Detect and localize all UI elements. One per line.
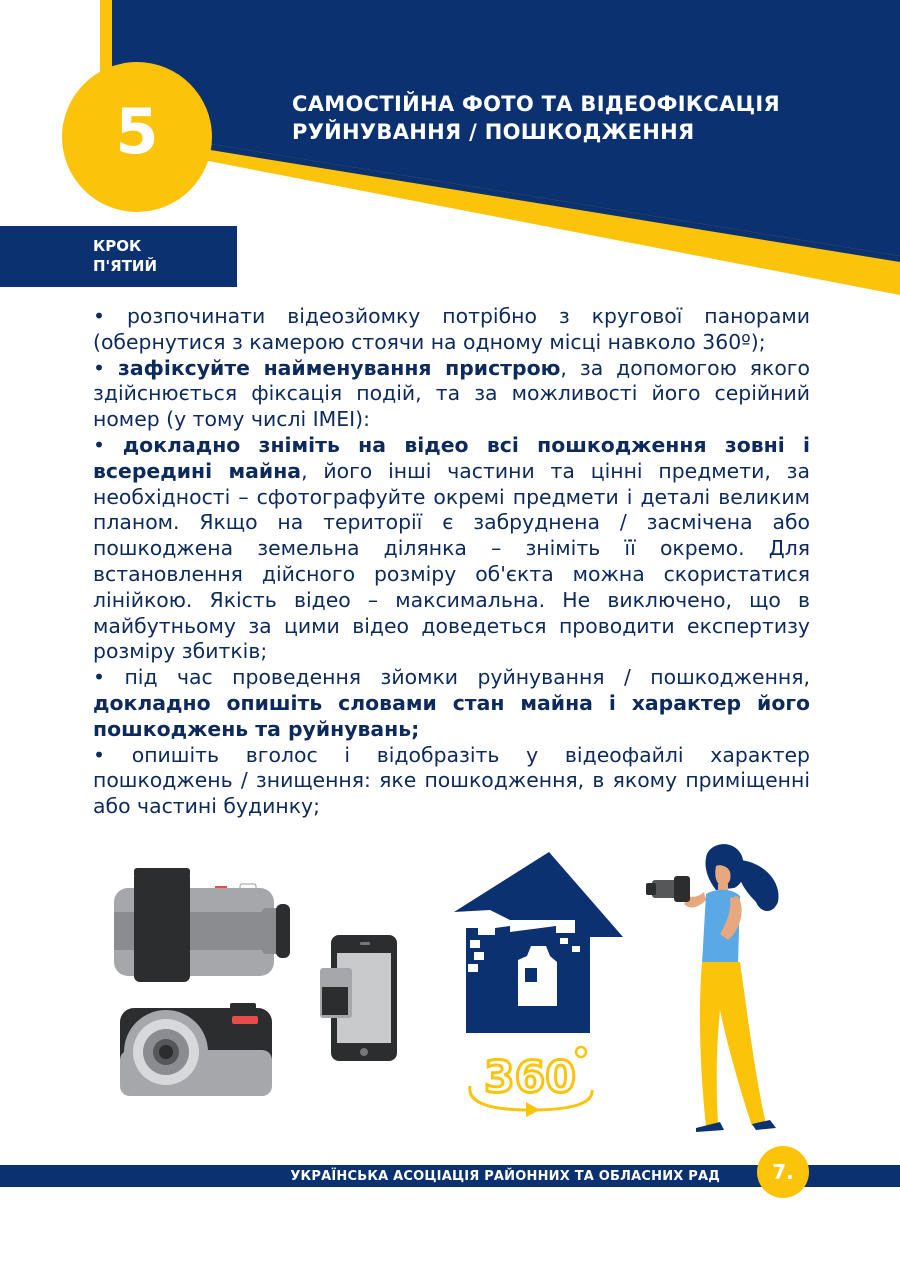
section-number-badge (62, 62, 212, 212)
page-title (292, 90, 852, 146)
section-number: 5 (115, 95, 159, 168)
step-label-box (0, 226, 237, 287)
instruction-text-damage-video: , його інші частини та цінні предмети, за необхідності – сфотографуйте окремі предмети і деталі великим планом. Якщо на території є забруднена / засмічена або пошкоджена земельна ділянка – зніміть її окремо. Для встановлення дійсного розміру об'єкта можна скористатися лінійкою. Якість відео – максимальна. Не виключено, що в майбутньому за цими відео доведеться проводити експертизу розміру збитків; (93, 458, 810, 664)
panorama-360-icon (470, 1047, 592, 1117)
page-number: 7. (772, 1160, 794, 1184)
instruction-item-panorama (93, 304, 810, 356)
panorama-360-label: 360 (484, 1052, 576, 1103)
instruction-text-panorama: • розпочинати відеозйомку потрібно з кругової панорами (обернутися з камерою стоячи на одному місці навколо 360º); (93, 304, 810, 354)
instruction-emphasis-damage-video: докладно зніміть на відео всі пошкодження зовні і всередині майна (93, 432, 810, 483)
page-number-badge (757, 1146, 809, 1198)
instruction-item-voice (93, 743, 810, 820)
video-camera-icon (114, 868, 290, 982)
bullet: • (93, 355, 118, 380)
footer-org-name: УКРАЇНСЬКА АСОЦІАЦІЯ РАЙОННИХ ТА ОБЛАСНИХ РАД (290, 1169, 720, 1184)
instruction-item-describe (93, 665, 810, 742)
instruction-item-device (93, 356, 810, 433)
woman-filming-icon (646, 844, 779, 1132)
page-title-line1: САМОСТІЙНА ФОТО ТА ВІДЕОФІКСАЦІЯ (292, 92, 780, 116)
instruction-emphasis-device: зафіксуйте найменування пристрою (118, 355, 561, 380)
smartphone-icon (320, 935, 397, 1061)
bullet: • (93, 432, 123, 457)
instruction-emphasis-describe: докладно опишіть словами стан майна і характер його пошкоджень та руйнувань; (93, 690, 810, 741)
damaged-house-icon (454, 852, 623, 1033)
instruction-item-damage-video (93, 433, 810, 665)
instruction-text-voice: • опишіть вголос і відобразіть у відеофайлі характер пошкоджень / знищення: яке пошкодження, в якому приміщенні або частині будинку; (93, 742, 810, 819)
illustration (0, 840, 900, 1140)
step-label-line2: П'ЯТИЙ (93, 257, 158, 275)
instruction-text-describe: • під час проведення зйомки руйнування / пошкодження, (93, 665, 810, 690)
instruction-text-device: , за допомогою якого здійснюється фіксація подій, та за можливості його серійний номер (у тому числі IMEI): (93, 355, 810, 432)
photo-camera-icon (120, 1003, 272, 1096)
step-label-line1: КРОК (93, 237, 142, 255)
page-title-line2: РУЙНУВАННЯ / ПОШКОДЖЕННЯ (292, 120, 695, 144)
instructions-text (93, 304, 810, 820)
